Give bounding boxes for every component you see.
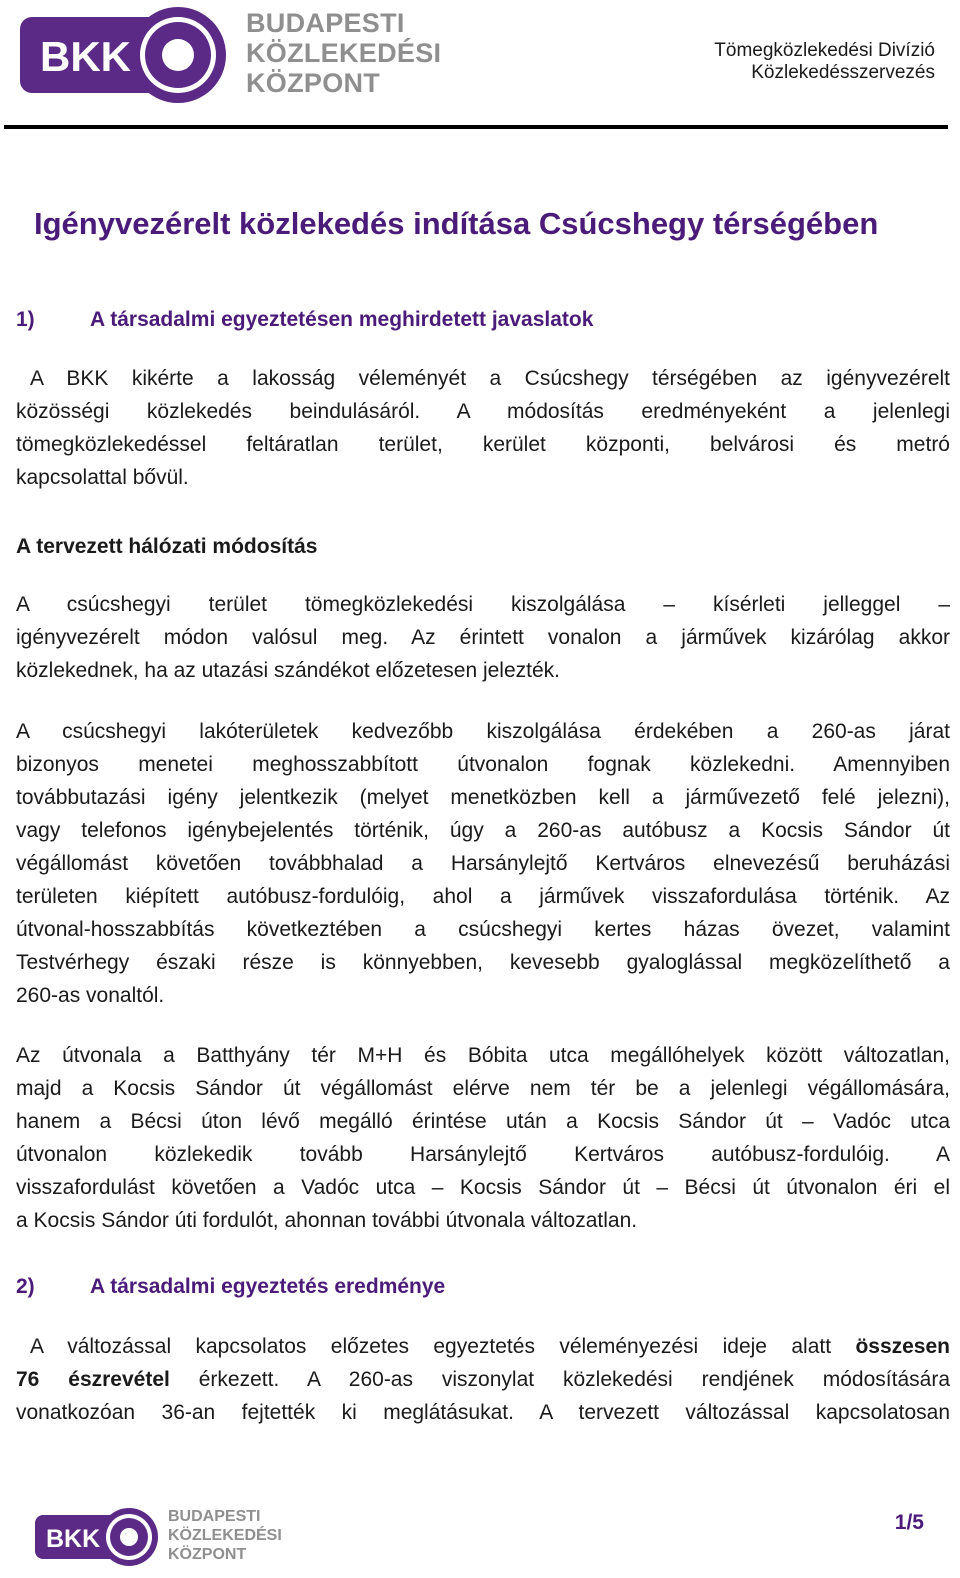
section-2-heading: 2) A társadalmi egyeztetés eredménye — [16, 1275, 446, 1298]
section-1-intro: A BKK kikérte a lakosság véleményét a Csúcshegy térségében az igényvezérelt közösségi közlekedés beindulásáról. A módosítás eredményeként a jelenlegi tömegközlekedéssel feltáratlan terület, kerület központi, belvárosi és metró kapcsolattal bővül. — [16, 367, 950, 489]
network-change-subheading: A tervezett hálózati módosítás — [16, 535, 318, 558]
logo-text: BKK — [40, 33, 131, 80]
footer-brand-name: BUDAPESTI KÖZLEKEDÉSI KÖZPONT — [168, 1508, 282, 1563]
brand-name: BUDAPESTI KÖZLEKEDÉSI KÖZPONT — [246, 8, 442, 98]
page-header — [0, 0, 960, 130]
page-number: 1/5 — [894, 1511, 924, 1534]
section-2-paragraph: A változással kapcsolatos előzetes egyeztetés véleményezési ideje alatt összesen 76 észrevétel érkezett. A 260-as viszonylat közlekedési rendjének módosítására vonatkozóan 36-an fejtették ki meglátásukat. A tervezett változással kapcsolatosan — [16, 1335, 950, 1424]
page-footer — [0, 1495, 960, 1578]
division-label: Tömegközlekedési Divízió Közlekedésszervezés — [714, 40, 935, 83]
document-title: Igényvezérelt közlekedés indítása Csúcshegy térségében — [34, 206, 879, 241]
section-1-heading: 1) A társadalmi egyeztetésen meghirdetett javaslatok — [16, 308, 594, 331]
paragraph-service: A csúcshegyi terület tömegközlekedési kiszolgálása – kísérleti jelleggel – igényvezérelt módon valósul meg. Az érintett vonalon a járművek kizárólag akkor közlekednek, ha az utazási szándékot előzetesen jelezték. — [16, 593, 950, 682]
footer-logo-text: BKK — [46, 1525, 101, 1553]
bkk-logo-footer — [34, 1507, 160, 1567]
header-divider — [4, 125, 948, 129]
bkk-logo — [18, 5, 233, 105]
paragraph-route-extension: A csúcshegyi lakóterületek kedvezőbb kiszolgálása érdekében a 260-as járat bizonyos menetei meghosszabbított útvonalon fognak közlekedni. Amennyiben továbbutazási igény jelentkezik (melyet menetközben kell a járművezető felé jelezni), vagy telefonos igénybejelentés történik, úgy a 260-as autóbusz a Kocsis Sándor út végállomást követően továbbhalad a Harsánylejtő Kertváros elnevezésű beruházási területen kiépített autóbusz-fordulóig, ahol a járművek visszafordulása történik. Az útvonal-hosszabbítás következtében a csúcshegyi kertes házas övezet, valamint Testvérhegy északi része is könnyebben, kevesebb gyaloglással megközelíthető a 260-as vonaltól. — [16, 720, 950, 1007]
paragraph-route-description: Az útvonala a Batthyány tér M+H és Bóbita utca megállóhelyek között változatlan, majd a Kocsis Sándor út végállomást elérve nem tér be a jelenlegi végállomására, hanem a Bécsi úton lévő megálló érintése után a Kocsis Sándor út – Vadóc utca útvonalon közlekedik tovább Harsánylejtő Kertváros autóbusz-fordulóig. A visszafordulást követően a Vadóc utca – Kocsis Sándor út – Bécsi út útvonalon éri el a Kocsis Sándor úti fordulót, ahonnan további útvonala változatlan. — [16, 1044, 950, 1232]
